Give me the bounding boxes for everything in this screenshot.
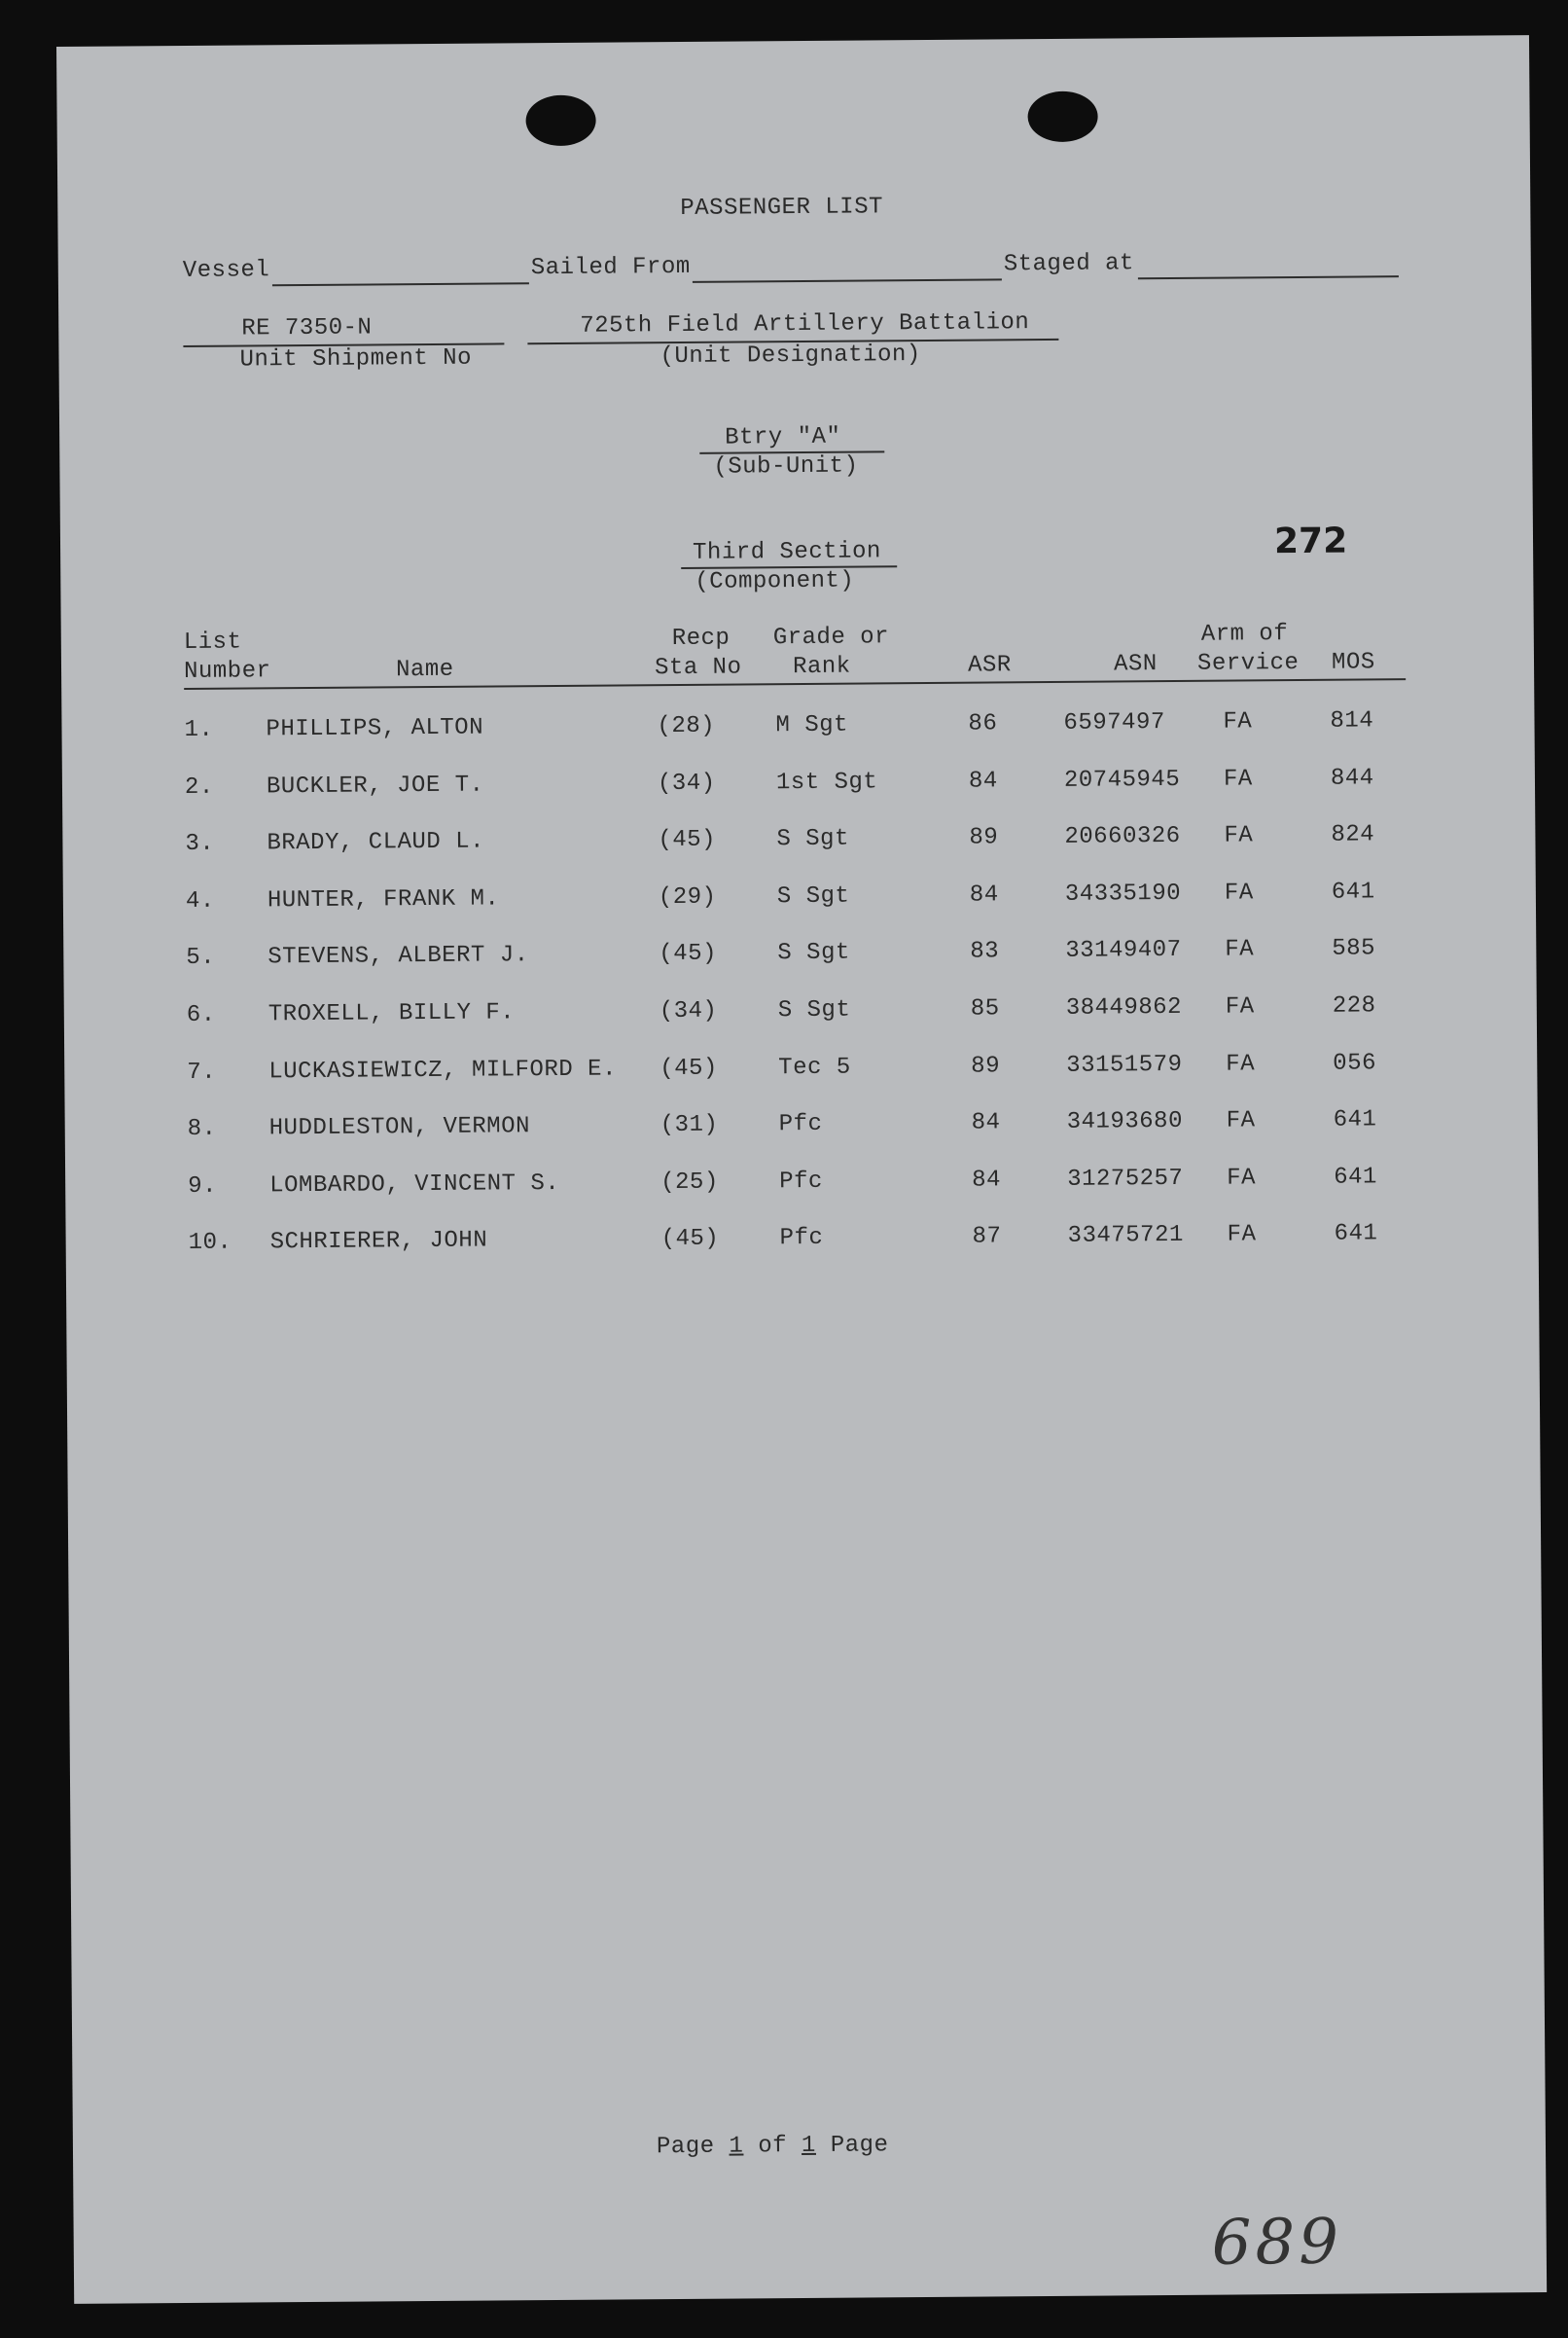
- row-asn: 33149407: [1065, 937, 1182, 965]
- col-asn: ASN: [1113, 651, 1158, 678]
- row-number: 5.: [186, 945, 216, 972]
- row-name: HUNTER, FRANK M.: [267, 885, 500, 915]
- row-number: 1.: [184, 716, 214, 743]
- punch-hole-left: [525, 95, 595, 147]
- row-asn: 31275257: [1067, 1165, 1184, 1193]
- row-grade: 1st Sgt: [775, 768, 878, 796]
- col-arm-2: Service: [1196, 649, 1300, 677]
- row-recp-sta: (31): [659, 1111, 719, 1139]
- row-arm: FA: [1227, 1221, 1257, 1248]
- sub-unit: Btry "A": [725, 423, 841, 451]
- row-asr: 85: [970, 995, 1000, 1023]
- sailed-from-blank: [693, 278, 1002, 282]
- component: Third Section: [693, 538, 881, 566]
- row-asr: 84: [969, 881, 999, 909]
- page-num: 1: [729, 2133, 744, 2160]
- unit-designation: 725th Field Artillery Battalion: [580, 309, 1030, 340]
- staged-at-label: Staged at: [1003, 250, 1135, 278]
- row-asr: 83: [970, 938, 1000, 966]
- row-name: SCHRIERER, JOHN: [269, 1227, 488, 1256]
- row-grade: S Sgt: [777, 996, 851, 1025]
- row-asr: 87: [972, 1223, 1002, 1251]
- row-asn: 33475721: [1067, 1222, 1184, 1250]
- col-list-number-2: Number: [183, 658, 271, 685]
- row-grade: Pfc: [778, 1111, 823, 1138]
- page-word: Page: [656, 2133, 715, 2161]
- row-asr: 89: [971, 1053, 1001, 1080]
- stamped-page-number: 272: [1273, 521, 1348, 562]
- row-grade: M Sgt: [775, 711, 849, 739]
- row-number: 7.: [187, 1059, 217, 1086]
- row-number: 10.: [188, 1230, 232, 1257]
- row-mos: 824: [1331, 821, 1375, 848]
- row-name: LOMBARDO, VINCENT S.: [269, 1169, 560, 1200]
- page-total: 1: [801, 2132, 817, 2160]
- component-label: (Component): [695, 567, 855, 595]
- row-mos: 641: [1334, 1220, 1378, 1248]
- row-recp-sta: (34): [659, 997, 718, 1025]
- row-arm: FA: [1226, 1107, 1256, 1134]
- row-number: 2.: [184, 773, 214, 801]
- row-asr: 86: [968, 710, 998, 737]
- row-recp-sta: (45): [658, 826, 717, 854]
- row-asn: 38449862: [1065, 993, 1183, 1022]
- unit-shipment-no: RE 7350-N: [241, 314, 373, 342]
- row-name: BUCKLER, JOE T.: [266, 772, 484, 800]
- col-asr: ASR: [967, 652, 1012, 679]
- row-mos: 641: [1334, 1164, 1377, 1191]
- row-recp-sta: (29): [658, 883, 717, 911]
- col-arm-1: Arm of: [1200, 621, 1289, 648]
- row-recp-sta: (28): [657, 712, 716, 740]
- row-number: 3.: [185, 830, 215, 858]
- row-grade: S Sgt: [776, 882, 850, 911]
- row-mos: 844: [1330, 764, 1374, 792]
- col-grade-2: Rank: [792, 653, 851, 681]
- row-recp-sta: (45): [659, 941, 718, 968]
- row-name: TROXELL, BILLY F.: [267, 999, 516, 1028]
- row-arm: FA: [1227, 1165, 1257, 1192]
- row-mos: 814: [1330, 707, 1374, 735]
- row-name: STEVENS, ALBERT J.: [267, 942, 529, 971]
- unit-designation-label: (Unit Designation): [659, 342, 921, 371]
- row-recp-sta: (25): [660, 1169, 719, 1196]
- col-mos: MOS: [1331, 649, 1375, 676]
- row-grade: Tec 5: [778, 1054, 851, 1081]
- vessel-blank: [272, 282, 529, 286]
- row-mos: 585: [1332, 935, 1376, 963]
- row-name: LUCKASIEWICZ, MILFORD E.: [268, 1056, 618, 1085]
- page-footer: [657, 2132, 889, 2160]
- page-word-2: Page: [830, 2132, 889, 2159]
- row-mos: 056: [1333, 1049, 1377, 1077]
- row-grade: Pfc: [779, 1225, 824, 1252]
- sub-unit-label: (Sub-Unit): [713, 452, 859, 481]
- row-number: 4.: [185, 887, 215, 915]
- row-asr: 84: [972, 1167, 1002, 1194]
- row-name: HUDDLESTON, VERMON: [268, 1113, 531, 1142]
- document-page: [56, 35, 1547, 2304]
- row-asr: 84: [971, 1109, 1001, 1136]
- row-mos: 641: [1333, 1106, 1377, 1133]
- col-list-number-1: List: [183, 629, 242, 656]
- row-asn: 6597497: [1063, 709, 1165, 737]
- row-arm: FA: [1224, 822, 1254, 849]
- row-name: BRADY, CLAUD L.: [267, 828, 485, 857]
- of-word: of: [758, 2133, 788, 2160]
- row-number: 6.: [186, 1001, 216, 1028]
- row-recp-sta: (45): [659, 1055, 718, 1082]
- row-recp-sta: (34): [657, 770, 716, 797]
- row-arm: FA: [1223, 765, 1253, 793]
- row-arm: FA: [1226, 1050, 1256, 1078]
- sailed-from-label: Sailed From: [530, 253, 691, 282]
- row-arm: FA: [1223, 708, 1253, 736]
- col-grade-1: Grade or: [772, 624, 890, 652]
- staged-at-blank: [1138, 275, 1399, 279]
- col-recp-2: Sta No: [654, 654, 742, 682]
- vessel-label: Vessel: [182, 257, 270, 284]
- row-recp-sta: (45): [660, 1226, 720, 1253]
- row-mos: 228: [1332, 992, 1376, 1020]
- row-arm: FA: [1225, 936, 1255, 963]
- punch-hole-right: [1027, 91, 1097, 143]
- row-asn: 34193680: [1066, 1108, 1184, 1136]
- row-asr: 84: [968, 768, 998, 795]
- row-grade: Pfc: [779, 1168, 824, 1195]
- col-recp-1: Recp: [671, 625, 731, 653]
- row-asn: 34335190: [1064, 880, 1182, 908]
- row-number: 8.: [187, 1115, 217, 1143]
- row-grade: S Sgt: [777, 940, 850, 967]
- row-asn: 20745945: [1063, 766, 1181, 794]
- row-number: 9.: [188, 1172, 218, 1200]
- row-asn: 33151579: [1066, 1051, 1183, 1079]
- col-name: Name: [395, 656, 454, 684]
- unit-shipment-no-label: Unit Shipment No: [239, 344, 473, 374]
- row-arm: FA: [1225, 993, 1255, 1021]
- row-mos: 641: [1331, 879, 1375, 906]
- handwritten-number: 689: [1211, 2206, 1343, 2280]
- row-asr: 89: [969, 824, 999, 851]
- row-arm: FA: [1224, 880, 1254, 907]
- page-title: PASSENGER LIST: [680, 194, 884, 222]
- row-asn: 20660326: [1064, 823, 1181, 851]
- row-grade: S Sgt: [776, 825, 850, 853]
- row-name: PHILLIPS, ALTON: [266, 714, 484, 743]
